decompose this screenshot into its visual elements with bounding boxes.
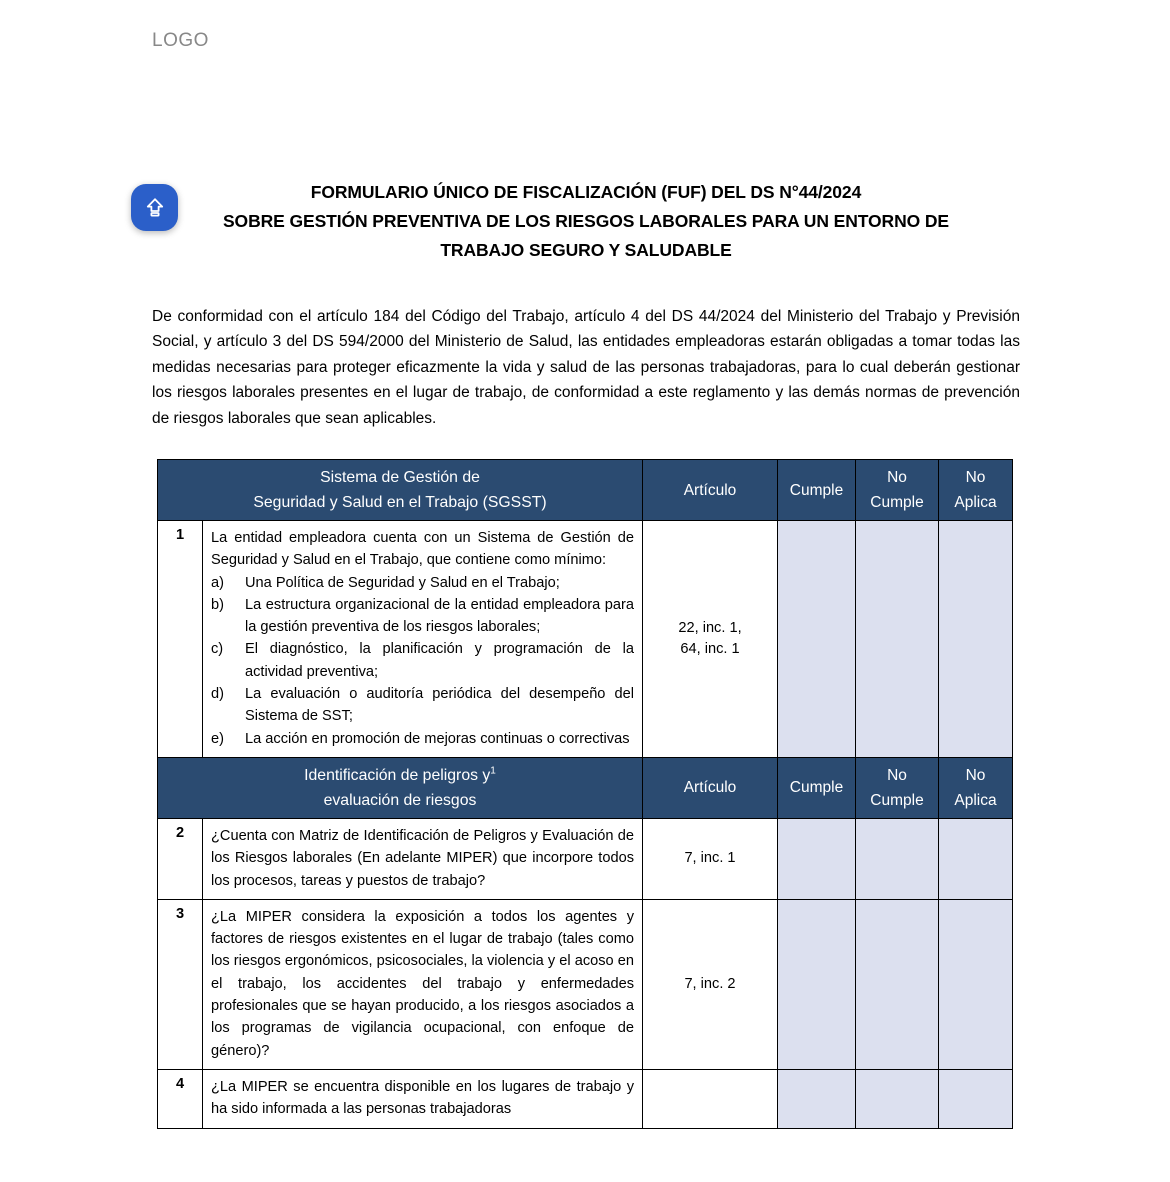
section-title [158,460,643,521]
footnote-marker: 1 [490,765,496,777]
requirement-sublist-item [211,638,634,683]
row-number: 3 [158,899,203,1069]
requirement-text [203,899,643,1069]
column-header-no-aplica: No Aplica [939,460,1013,521]
column-header-cumple: Cumple [778,757,856,818]
checkbox-cell-no-cumple[interactable] [856,1069,939,1128]
section-title [158,757,643,818]
requirement-sublist-item [211,594,634,639]
requirement-lead-in: ¿La MIPER considera la exposición a todos los agentes y factores de riesgos existentes en el lugar de trabajo (tales como los riesgos ergonómicos, psicosociales, la violencia y el acoso en el trabajo, los accidentes del trabajo y enfermedades profesionales que se hayan producido, a los riesgos asociados a los programas de vigilancia ocupacional, con enfoque de género)? [211,908,634,1059]
column-header-no-cumple: No Cumple [856,757,939,818]
sublist-item-text: El diagnóstico, la planificación y programación de la actividad preventiva; [245,641,634,680]
requirement-text [203,1069,643,1128]
checkbox-cell-cumple[interactable] [778,1069,856,1128]
table-row [158,818,1013,899]
table-section-header [158,757,1013,818]
sublist-item-text: La estructura organizacional de la entidad empleadora para la gestión preventiva de los riesgos laborales; [245,596,634,636]
sublist-item-marker: d) [211,686,224,703]
articulo-cell: 7, inc. 2 [643,899,778,1069]
sublist-item-marker: e) [211,730,224,747]
sublist-item-text: La acción en promoción de mejoras continuas o correctivas [245,730,630,747]
sublist-item-text: La evaluación o auditoría periódica del desempeño del Sistema de SST; [245,686,634,725]
checkbox-cell-no-cumple[interactable] [856,818,939,899]
table-row [158,521,1013,758]
title-line-2: SOBRE GESTIÓN PREVENTIVA DE LOS RIESGOS LABORALES PARA UN ENTORNO DE [222,211,949,231]
requirement-sublist-item [211,728,634,750]
checkbox-cell-cumple[interactable] [778,818,856,899]
column-header-no-aplica: No Aplica [939,757,1013,818]
fiscalization-checklist-table [157,459,1013,1129]
sublist-item-text: Una Política de Seguridad y Salud en el Trabajo; [245,574,560,591]
requirement-lead-in: La entidad empleadora cuenta con un Sistema de Gestión de Seguridad y Salud en el Trabajo, que contiene como mínimo: [211,530,634,569]
logo-label: LOGO [152,30,209,51]
logo-placeholder [152,30,209,52]
articulo-cell: 7, inc. 1 [643,818,778,899]
requirement-sublist [211,572,634,750]
requirement-text [203,521,643,758]
table-section-header [158,460,1013,521]
table-row [158,899,1013,1069]
articulo-cell [643,1069,778,1128]
table-row [158,1069,1013,1128]
column-header-articulo: Artículo [643,757,778,818]
section-title-line-2: Seguridad y Salud en el Trabajo (SGSST) [253,494,547,511]
checkbox-cell-no-aplica[interactable] [939,1069,1013,1128]
column-header-articulo: Artículo [643,460,778,521]
column-header-cumple: Cumple [778,460,856,521]
requirement-sublist-item [211,572,634,594]
sublist-item-marker: c) [211,641,224,658]
sublist-item-marker: a) [211,574,224,591]
title-line-3: TRABAJO SEGURO Y SALUDABLE [440,240,732,260]
section-title-line-1: Sistema de Gestión de [320,469,480,486]
checkbox-cell-no-aplica[interactable] [939,818,1013,899]
requirement-lead-in: ¿Cuenta con Matriz de Identificación de Peligros y Evaluación de los Riesgos laborales (En adelante MIPER) que incorpore todos los procesos, tareas y puestos de trabajo? [211,827,634,889]
section-title-line-2: evaluación de riesgos [323,791,477,809]
checkbox-cell-cumple[interactable] [778,899,856,1069]
requirement-text [203,818,643,899]
row-number: 2 [158,818,203,899]
checkbox-cell-no-cumple[interactable] [856,521,939,758]
checkbox-cell-no-aplica[interactable] [939,521,1013,758]
checkbox-cell-cumple[interactable] [778,521,856,758]
requirement-sublist-item [211,683,634,728]
intro-paragraph: De conformidad con el artículo 184 del Código del Trabajo, artículo 4 del DS 44/2024 del Ministerio del Trabajo y Previsión Social, y artículo 3 del DS 594/2000 del Ministerio de Salud, las entidades empleadoras estarán obligadas a tomar todas las medidas necesarias para proteger eficazmente la vida y salud de las personas trabajadoras, para lo cual deberán gestionar los riesgos laborales presentes en el lugar de trabajo, de conformidad a este reglamento y las demás normas de prevención de riesgos laborales que sean aplicables. [152,307,1020,427]
checkbox-cell-no-aplica[interactable] [939,899,1013,1069]
row-number: 1 [158,521,203,758]
upload-arrow-icon [143,196,167,220]
checkbox-cell-no-cumple[interactable] [856,899,939,1069]
articulo-cell: 22, inc. 1, 64, inc. 1 [643,521,778,758]
sublist-item-marker: b) [211,596,224,613]
column-header-no-cumple: No Cumple [856,460,939,521]
upload-button[interactable] [131,184,178,231]
row-number: 4 [158,1069,203,1128]
section-title-line-1: Identificación de peligros y$^1$ [304,765,496,784]
title-line-1: FORMULARIO ÚNICO DE FISCALIZACIÓN (FUF) DEL DS N°44/2024 [310,182,862,202]
document-title [152,178,1020,265]
requirement-lead-in: ¿La MIPER se encuentra disponible en los lugares de trabajo y ha sido informada a las personas trabajadoras [211,1078,634,1118]
